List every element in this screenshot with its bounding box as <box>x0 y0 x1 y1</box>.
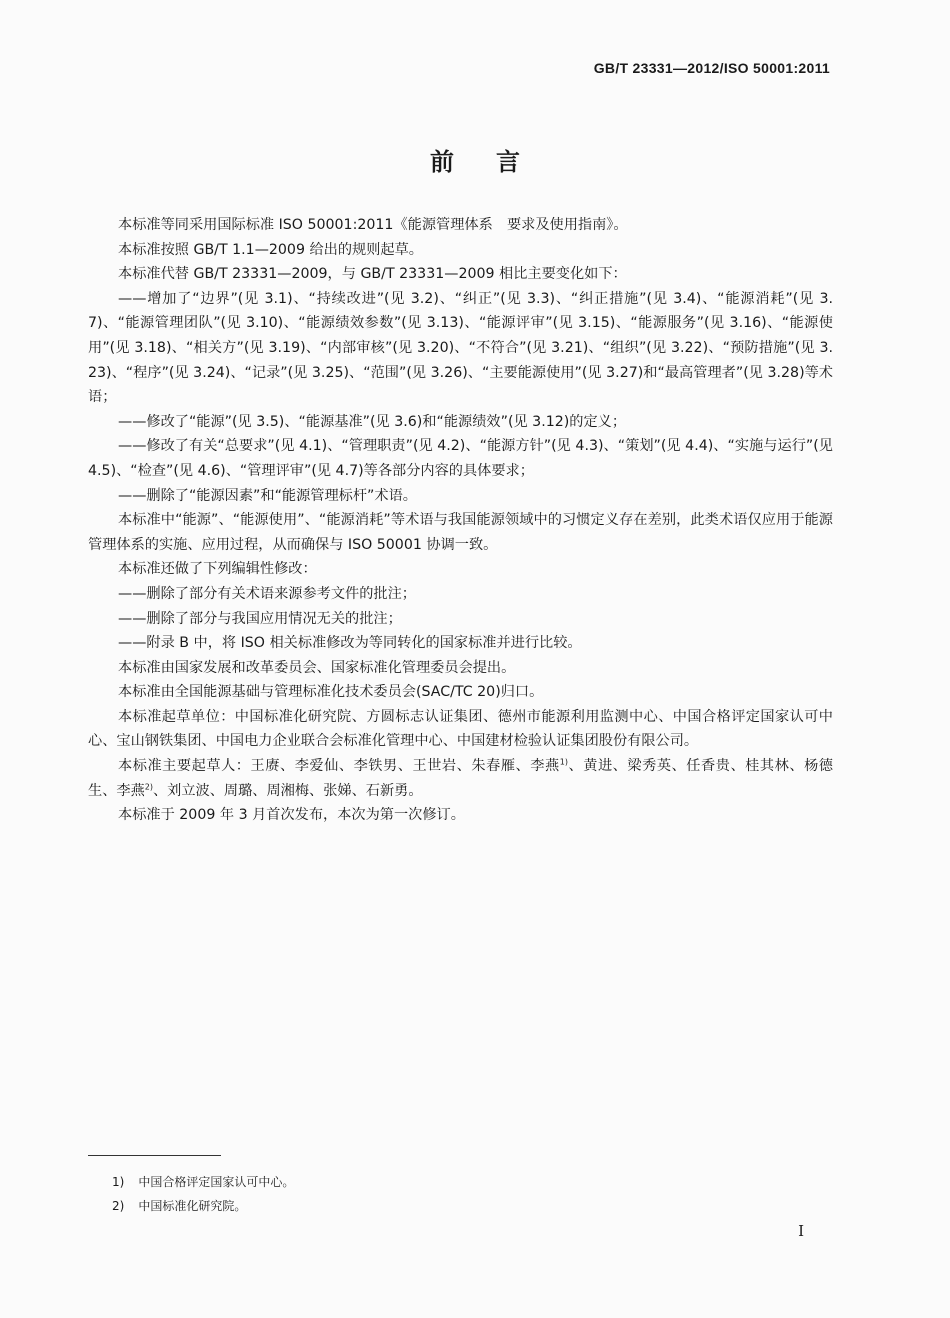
footnote-divider <box>88 1155 221 1156</box>
drafters-part-2: 、黄进、梁秀英、任香贵、桂其林、杨德生、李燕 <box>88 758 833 799</box>
paragraph-centralized-management: 本标准由全国能源基础与管理标准化技术委员会(SAC/TC 20)归口。 <box>118 684 544 701</box>
paragraph-drafting-units: 本标准起草单位：中国标准化研究院、方圆标志认证集团、德州市能源利用监测中心、中国合格评定国家认可中心、宝山钢铁集团、中国电力企业联合会标准化管理中心、中国建材检验认证集团股份有限公司。 <box>88 708 833 750</box>
paragraph-release-history: 本标准于 2009 年 3 月首次发布，本次为第一次修订。 <box>118 807 465 824</box>
paragraph-replacement: 本标准代替 GB/T 23331—2009，与 GB/T 23331—2009 相比主要变化如下： <box>118 266 627 283</box>
standard-code: GB/T 23331—2012/ISO 50001:2011 <box>593 60 830 76</box>
paragraph-drafters <box>88 754 833 803</box>
paragraph-terminology-note: 本标准中“能源”、“能源使用”、“能源消耗”等术语与我国能源领域中的习惯定义存在差别，此类术语仅应用于能源管理体系的实施、应用过程，从而确保与 ISO 50001 协调一致。 <box>88 512 833 553</box>
footnote-ref-2: 2) <box>144 781 153 791</box>
footnote-marker: 1) <box>112 1175 125 1189</box>
footnote-text: 中国标准化研究院。 <box>138 1199 247 1213</box>
change-item-modified-requirements: ——修改了有关“总要求”(见 4.1)、“管理职责”(见 4.2)、“能源方针”(见 4.3)、“策划”(见 4.4)、“实施与运行”(见 4.5)、“检查”(见 4.6)、“管理评审”(见 4.7)等各部分内容的具体要求； <box>88 438 833 479</box>
editorial-item-2: ——删除了部分与我国应用情况无关的批注； <box>118 610 402 627</box>
page-title: 前言 <box>430 148 562 176</box>
paragraph-editorial-changes: 本标准还做了下列编辑性修改： <box>118 561 317 578</box>
paragraph-adoption: 本标准等同采用国际标准 ISO 50001:2011《能源管理体系 要求及使用指南》。 <box>118 217 628 233</box>
change-item-added-terms: ——增加了“边界”(见 3.1)、“持续改进”(见 3.2)、“纠正”(见 3.3)、“纠正措施”(见 3.4)、“能源消耗”(见 3.7)、“能源管理团队”(见 3.10)、“能源绩效参数”(见 3.13)、“能源评审”(见 3.15)、“能源服务”(见 3.16)、“能源使用”(见 3.18)、“相关方”(见 3.19)、“内部审核”(见 3.20)、“不符合”(见 3.21)、“组织”(见 3.22)、“预防措施”(见 3.23)、“程序”(见 3.24)、“记录”(见 3.25)、“范围”(见 3.26)、“主要能源使用”(见 3.27)和“最高管理者”(见 3.28)等术语； <box>88 290 833 406</box>
footnote-marker: 2) <box>112 1199 125 1213</box>
footnotes <box>112 1170 294 1218</box>
drafters-part-1: 本标准主要起草人：王赓、李爱仙、李铁男、王世岩、朱春雁、李燕 <box>118 758 560 775</box>
paragraph-drafting-rules: 本标准按照 GB/T 1.1—2009 给出的规则起草。 <box>118 241 423 258</box>
editorial-item-3: ——附录 B 中，将 ISO 相关标准修改为等同转化的国家标准并进行比较。 <box>118 635 582 652</box>
change-item-modified-definitions: ——修改了“能源”(见 3.5)、“能源基准”(见 3.6)和“能源绩效”(见 3.12)的定义； <box>118 413 627 430</box>
footnote-2 <box>112 1194 294 1218</box>
page-number: I <box>798 1222 804 1240</box>
paragraph-proposer: 本标准由国家发展和改革委员会、国家标准化管理委员会提出。 <box>118 659 516 676</box>
drafters-part-3: 、刘立波、周璐、周湘梅、张娣、石新勇。 <box>152 782 423 799</box>
footnote-ref-1: 1) <box>559 757 568 767</box>
footnote-1 <box>112 1170 294 1194</box>
footnote-text: 中国合格评定国家认可中心。 <box>138 1175 295 1189</box>
editorial-item-1: ——删除了部分有关术语来源参考文件的批注； <box>118 585 416 602</box>
change-item-deleted-terms: ——删除了“能源因素”和“能源管理标杆”术语。 <box>118 487 417 504</box>
document-body <box>88 213 833 828</box>
